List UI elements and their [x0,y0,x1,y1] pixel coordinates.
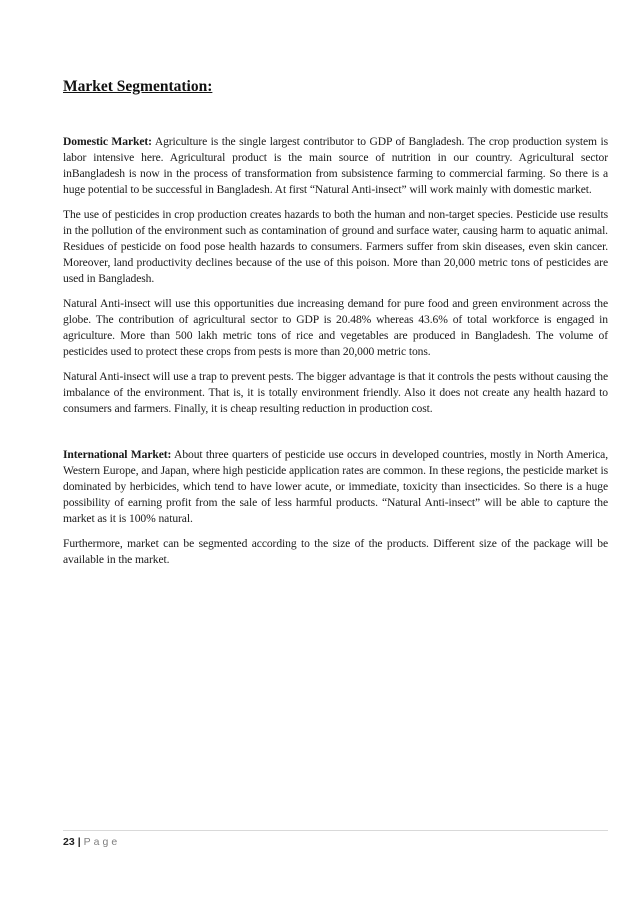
footer-separator: | [77,836,81,848]
domestic-market-paragraph [63,134,608,198]
international-market-label: International Market: [63,448,172,461]
section-heading: Market Segmentation: [63,78,213,95]
pesticide-hazards-paragraph: The use of pesticides in crop production creates hazards to both the human and non-target species. Pesticide use results in the pollution of the environment such as contamination of ground and surface water, causing harm to aquatic animal. Residues of pesticide on food pose health hazards to consumers. Farmers suffer from skin diseases, even skin cancer. Moreover, land productivity declines because of the use of this poison. More than 20,000 metric tons of pesticides are used in Bangladesh. [63,208,608,285]
closing-paragraph: Furthermore, market can be segmented according to the size of the products. Different size of the package will be available in the market. [63,537,608,566]
page-label: Page [83,836,121,848]
trap-advantage-paragraph: Natural Anti-insect will use a trap to prevent pests. The bigger advantage is that it controls the pests without causing the imbalance of the environment. That is, it is totally environment friendly. Also it does not create any health hazard to consumers and farmers. Finally, it is cheap resulting reduction in production cost. [63,370,608,415]
domestic-market-text: Agriculture is the single largest contributor to GDP of Bangladesh. The crop production system is labor intensive here. Agricultural product is the main source of nutrition in our country. Agricultural sector inBangladesh is now in the process of transformation from subsistence farming to commercial farming. So there is a huge potential to be successful in Bangladesh. At first “Natural Anti-insect” will work mainly with domestic market. [63,135,608,196]
page-content [63,78,608,568]
domestic-market-label: Domestic Market: [63,135,152,148]
international-market-paragraph [63,447,608,527]
opportunity-paragraph: Natural Anti-insect will use this opportunities due increasing demand for pure food and green environment across the globe. The contribution of agricultural sector to GDP is 20.48% whereas 43.6% of total workforce is engaged in agriculture. More than 500 lakh metric tons of rice and vegetables are produced in Bangladesh. The volume of pesticides used to protect these crops from pests is more than 20,000 metric tons. [63,297,608,358]
footer-divider [63,830,608,831]
page-footer [63,836,120,848]
page-number: 23 [63,836,75,848]
international-market-text: About three quarters of pesticide use occurs in developed countries, mostly in North America, Western Europe, and Japan, where high pesticide application rates are common. In these regions, the pesticide market is dominated by herbicides, which tend to have lower acute, or immediate, toxicity than insecticides. So there is a huge possibility of earning profit from the sale of less harmful products. “Natural Anti-insect” will be able to capture the market as it is 100% natural. [63,448,609,525]
